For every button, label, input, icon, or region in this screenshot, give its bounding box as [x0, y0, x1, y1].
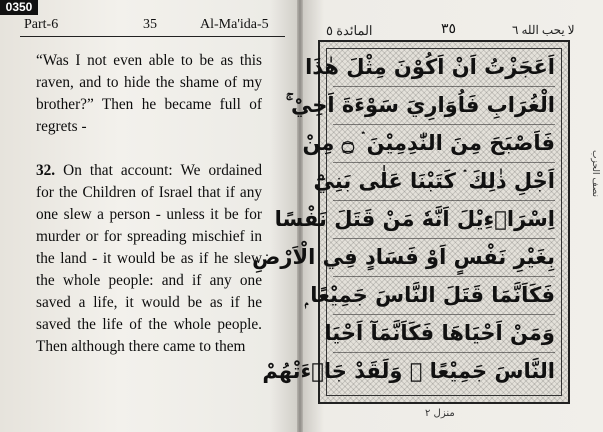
arabic-line: الْغُرَابِ فَاُوَارِيَ سَوْءَةَ اَخِيْ ۚ	[333, 87, 555, 125]
page-number-right: ٣٥	[441, 22, 457, 37]
header-rule	[20, 36, 285, 37]
paragraph-continuation: “Was I not even able to be as this raven, and to hide the shame of my brother?” Then he became full of regrets -	[36, 52, 262, 135]
verse-text: On that account: We ordained for the Children of Israel that if any one slew a person - unless it be for murder or for spreading mischief in the land - it would be as if he slew the whole people: and if any one saved a life, it would be as if he saved the life of the whole people. Then although there came to them	[36, 162, 262, 355]
arabic-line: النَّاسَ جَمِيْعًا ۭ وَلَقَدْ جَاۗءَتْهُمْ	[262, 359, 555, 383]
arabic-text-frame	[252, 40, 570, 404]
arabic-line: وَمَنْ اَحْيَاهَا فَكَاَنَّمَآ اَحْيَا	[333, 315, 555, 353]
translation-text	[36, 50, 262, 358]
sura-label-left: Al-Ma'ida-5	[200, 17, 269, 32]
margin-note: نصف الحزب	[590, 150, 600, 197]
arabic-text-inner-frame	[252, 48, 562, 396]
juz-label: لا يحب الله ٦	[512, 23, 575, 37]
image-id-tag: 0350	[0, 0, 38, 15]
arabic-line: بِغَيْرِ نَفْسٍ اَوْ فَسَادٍ فِي الْاَرْضِ	[333, 239, 555, 277]
arabic-line: اِسْرَاۗءِيْلَ اَنَّهٗ مَنْ قَتَلَ نَفْسًا	[333, 201, 555, 239]
page-number-left: 35	[143, 17, 157, 32]
verse-number: 32.	[36, 162, 56, 179]
arabic-line: فَاَصْبَحَ مِنَ النّٰدِمِيْنَ ۛ ۝ مِنْ	[333, 125, 555, 163]
part-label: Part-6	[24, 17, 59, 32]
arabic-line: اَعَجَزْتُ اَنْ اَكُوْنَ مِثْلَ هٰذَا	[333, 49, 555, 87]
manzil-footer: منزل ٢	[425, 408, 455, 419]
sura-label-right: المائدة ٥	[326, 23, 373, 38]
arabic-line: فَكَاَنَّمَا قَتَلَ النَّاسَ جَمِيْعًا ۭ	[333, 277, 555, 315]
arabic-line: اَجْلِ ذٰلِكَ ۛ كَتَبْنَا عَلٰى بَنِيْٓ	[333, 163, 555, 201]
verse-paragraph	[36, 160, 262, 358]
